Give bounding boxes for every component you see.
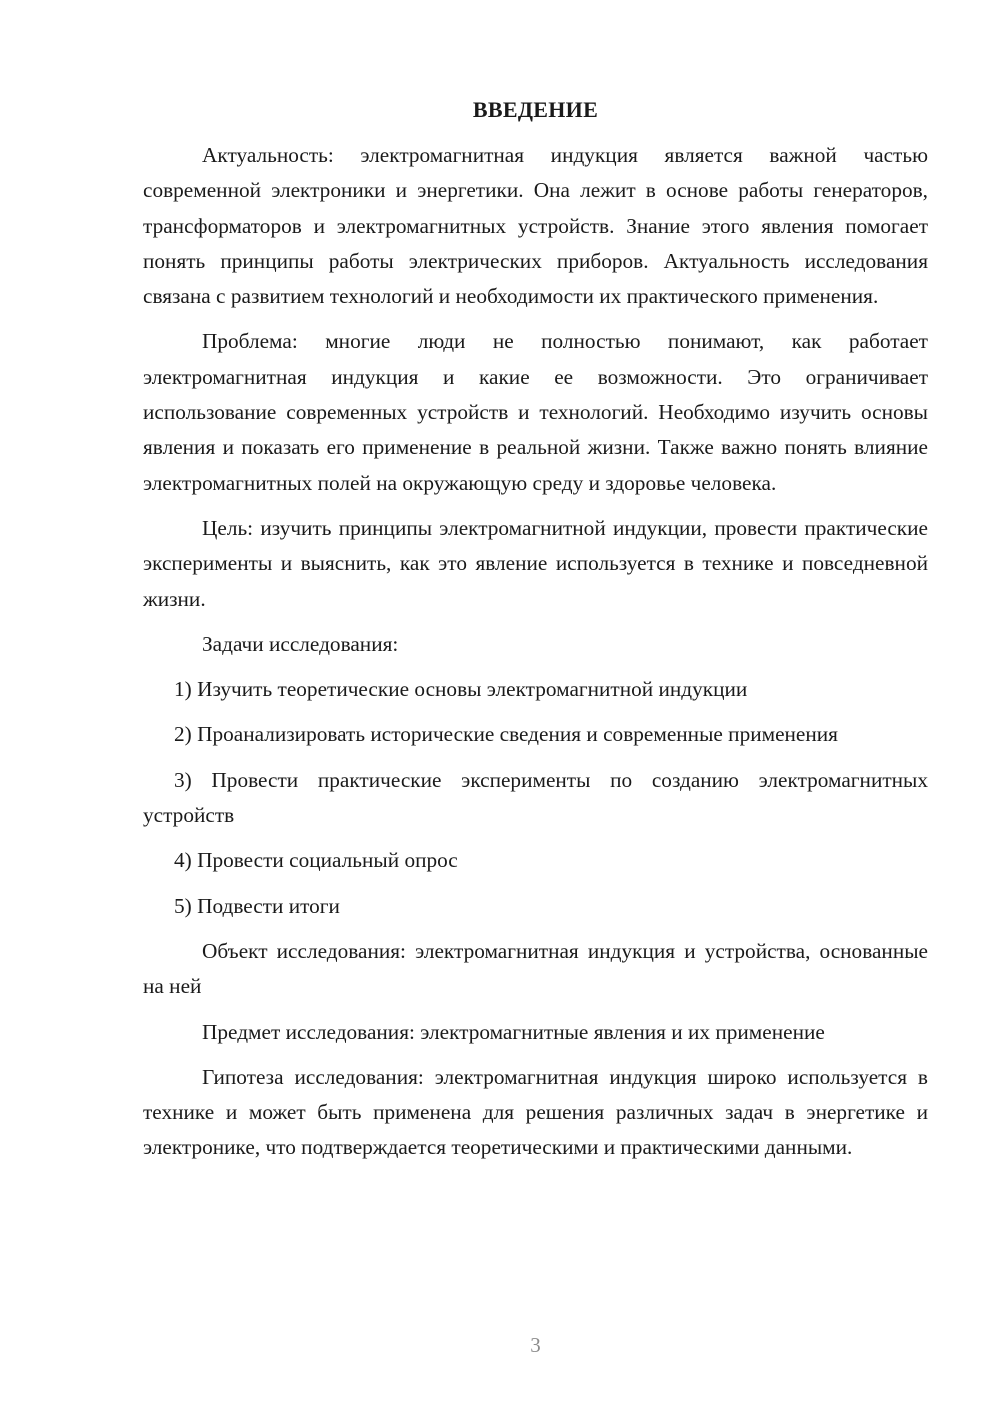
task-item-1: 1) Изучить теоретические основы электромагнитной индукции [174, 677, 748, 702]
task-item-2: 2) Проанализировать исторические сведения и современные применения [174, 722, 838, 747]
paragraph-tasks-heading: Задачи исследования: [202, 631, 399, 656]
page-number: 3 [530, 1333, 541, 1357]
paragraph-goal: Цель: изучить принципы электромагнитной индукции, провести практические эксперименты и выяснить, как это явление используется в технике и повседневной жизни. [143, 515, 928, 611]
task-item-3: 3) Провести практические эксперименты по созданию электромагнитных устройств [143, 767, 928, 828]
paragraph-hypothesis: Гипотеза исследования: электромагнитная индукция широко используется в технике и может быть применена для решения различных задач в энергетике и электронике, что подтверждается теоретическими и практическими данными. [143, 1064, 928, 1160]
paragraph-subject: Предмет исследования: электромагнитные явления и их применение [202, 1019, 825, 1044]
section-title: ВВЕДЕНИЕ [472, 97, 599, 122]
paragraph-problem: Проблема: многие люди не полностью понимают, как работает электромагнитная индукция и какие ее возможности. Это ограничивает использование современных устройств и технологий. Необходимо изучить основы явления и показать его применение в реальной жизни. Также важно понять влияние электромагнитных полей на окружающую среду и здоровье человека. [143, 329, 928, 495]
task-item-4: 4) Провести социальный опрос [174, 848, 458, 873]
task-item-5: 5) Подвести итоги [174, 893, 340, 918]
document-page [143, 92, 928, 1176]
paragraph-object: Объект исследования: электромагнитная индукция и устройства, основанные на ней [143, 938, 928, 999]
paragraph-relevance: Актуальность: электромагнитная индукция является важной частью современной электроники и энергетики. Она лежит в основе работы генераторов, трансформаторов и электромагнитных устройств. Знание этого явления помогает понять принципы работы электрических приборов. Актуальность исследования связана с развитием технологий и необходимости их практического применения. [143, 143, 928, 309]
